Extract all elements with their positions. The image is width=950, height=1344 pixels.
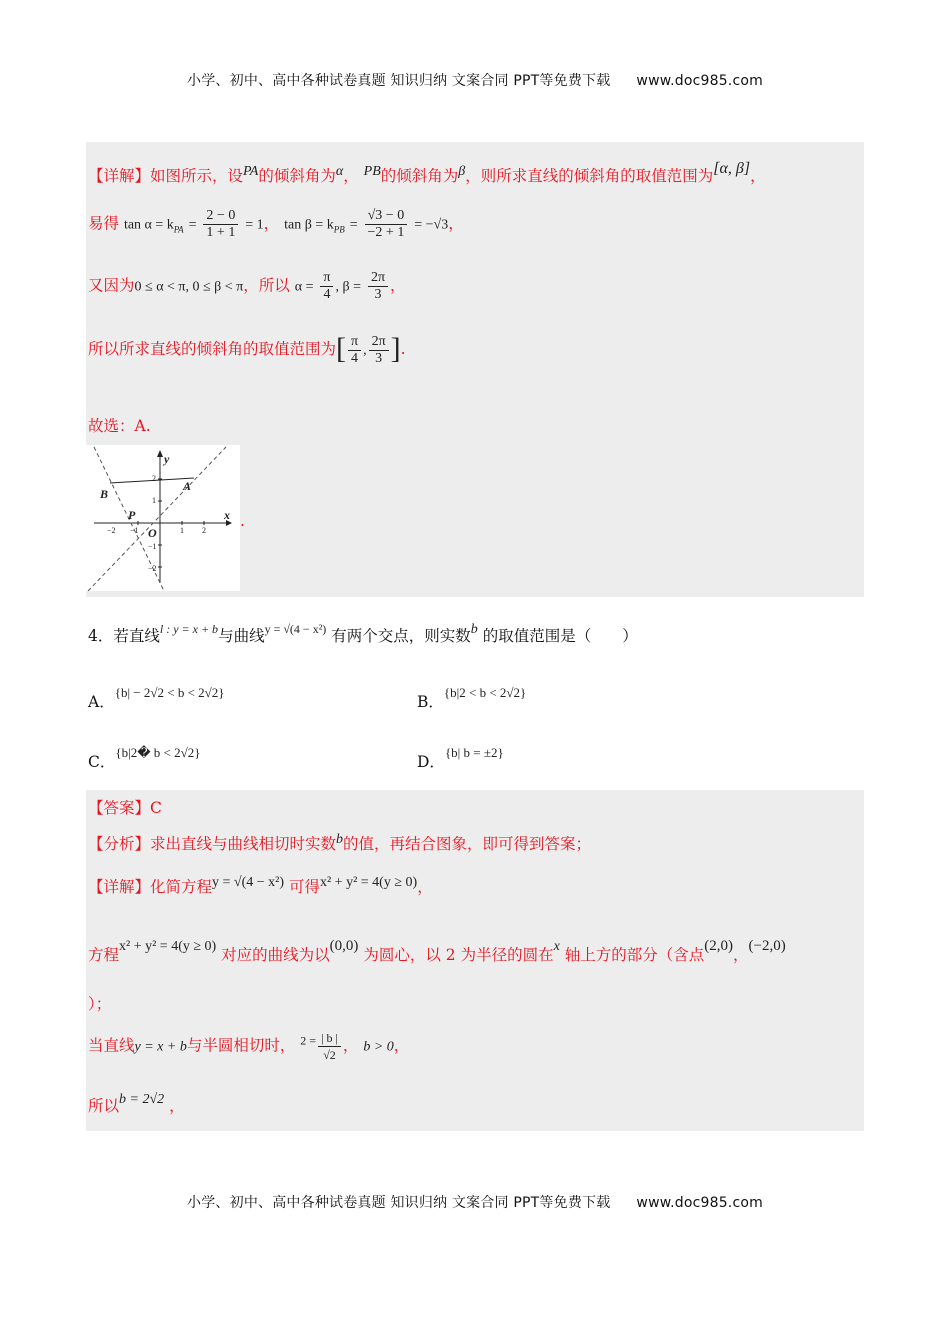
detail-line-3: ）；: [88, 995, 112, 1013]
coordinate-graph: [86, 445, 240, 591]
answer-line: 【答案】C: [88, 799, 162, 817]
option-b[interactable]: B．$^{\{b|2 < b < 2√2\}}$: [417, 685, 527, 711]
q3-choice-line: 故选：A.: [88, 417, 151, 435]
q4-stem: 4．若直线$^{l : y = x + b}$与曲线$^{y = √(4 - x^2)}$ 有两个交点，则实数b 的取值范围是（ ）: [88, 622, 638, 645]
fraction: $\frac{2\pi}{3}$: [368, 270, 388, 303]
q3-line-1: 【详解】如图所示，设PA的倾斜角为α， PB的倾斜角为β，则所求直线的倾斜角的取值范围为[α, β]，: [88, 160, 766, 185]
page-header: [0, 70, 950, 90]
analysis-line: 【分析】求出直线与曲线相切时实数b的值，再结合图象，即可得到答案；: [88, 832, 592, 853]
footer-url[interactable]: www.doc985.com: [636, 1195, 763, 1211]
detail-line-4: 当直线y = x + b与半圆相切时， $^{2 =}$ $\frac{| b |}{√2}$ ， b > 0，: [88, 1031, 410, 1062]
header-text: 小学、初中、高中各种试卷真题 知识归纳 文案合同 PPT等免费下载: [187, 73, 611, 89]
fraction: $\frac{\pi}{4}$: [348, 334, 361, 367]
q3-line-3: 又因为0 ≤ α < π, 0 ≤ β < π，所以 α = $\frac{\pi}{4}$ , β = $\frac{2\pi}{3}$ ，: [88, 270, 406, 302]
tick-x: 2: [202, 526, 206, 535]
line-pa-dashed: [88, 447, 226, 591]
q3-line-2: 易得 $\tan \alpha = k_{PA}$ = $\frac{2 - 0}{1 + 1}$ = 1， $\tan \beta = k_{PB}$ = $\frac{√3 - 0}{-2 + 1}$ = −√3，: [88, 208, 464, 240]
fraction: $\frac{| b |}{√2}$: [318, 1030, 341, 1063]
page-footer: [0, 1192, 950, 1212]
tick-y: 1: [152, 496, 156, 505]
fraction: $\frac{2\pi}{3}$: [369, 334, 389, 367]
tick-x: −1: [130, 526, 139, 535]
graph-figure: [86, 445, 240, 591]
x-axis-label: x: [224, 508, 230, 522]
point-p-label: P: [128, 508, 136, 522]
option-d[interactable]: D．$^{\{b| b = \pm 2\}}$: [417, 745, 504, 771]
point-a-label: A: [183, 479, 192, 493]
option-c[interactable]: C．$^{\{b|2� b < 2√2\}}$: [88, 745, 201, 771]
tick-x: 1: [180, 526, 184, 535]
y-axis-label: y: [164, 452, 170, 466]
detail-line-1: 【详解】化简方程y = √(4 − x²) 可得x² + y² = 4(y ≥ 0)，: [88, 875, 433, 896]
detail-tag: 【详解】: [88, 878, 151, 896]
q3-line-4: 所以所求直线的倾斜角的取值范围为[ $\frac{\pi}{4}$ , $\frac{2\pi}{3}$ ].: [88, 332, 406, 366]
origin-label: O: [148, 526, 157, 540]
detail-line-5: 所以b = 2√2 ，: [88, 1092, 185, 1115]
point-b-label: B: [100, 487, 109, 501]
fraction: $\frac{\pi}{4}$: [320, 270, 333, 303]
analysis-tag: 【分析】: [88, 835, 151, 853]
option-a[interactable]: A．$^{\{b| - 2√2 < b < 2√2\}}$: [88, 685, 225, 711]
tick-y: −2: [148, 564, 157, 573]
fraction: $\frac{2 - 0}{1 + 1}$: [203, 208, 238, 241]
answer-tag: 【答案】: [88, 799, 151, 817]
detail-line-2: 方程x² + y² = 4(y ≥ 0) 对应的曲线为以(0,0) 为圆心，以 2 为半径的圆在x 轴上方的部分（含点(2,0)，(−2,0): [88, 938, 786, 964]
header-url[interactable]: www.doc985.com: [636, 73, 763, 89]
tick-x: −2: [107, 526, 116, 535]
figure-period: .: [240, 512, 245, 530]
fraction: $\frac{√3 - 0}{-2 + 1}$: [365, 208, 408, 241]
y-axis-arrow: [157, 450, 163, 457]
footer-text: 小学、初中、高中各种试卷真题 知识归纳 文案合同 PPT等免费下载: [187, 1195, 611, 1211]
tick-y: 2: [152, 474, 156, 483]
detail-tag: 【详解】: [88, 167, 151, 185]
tick-y: −1: [148, 542, 157, 551]
